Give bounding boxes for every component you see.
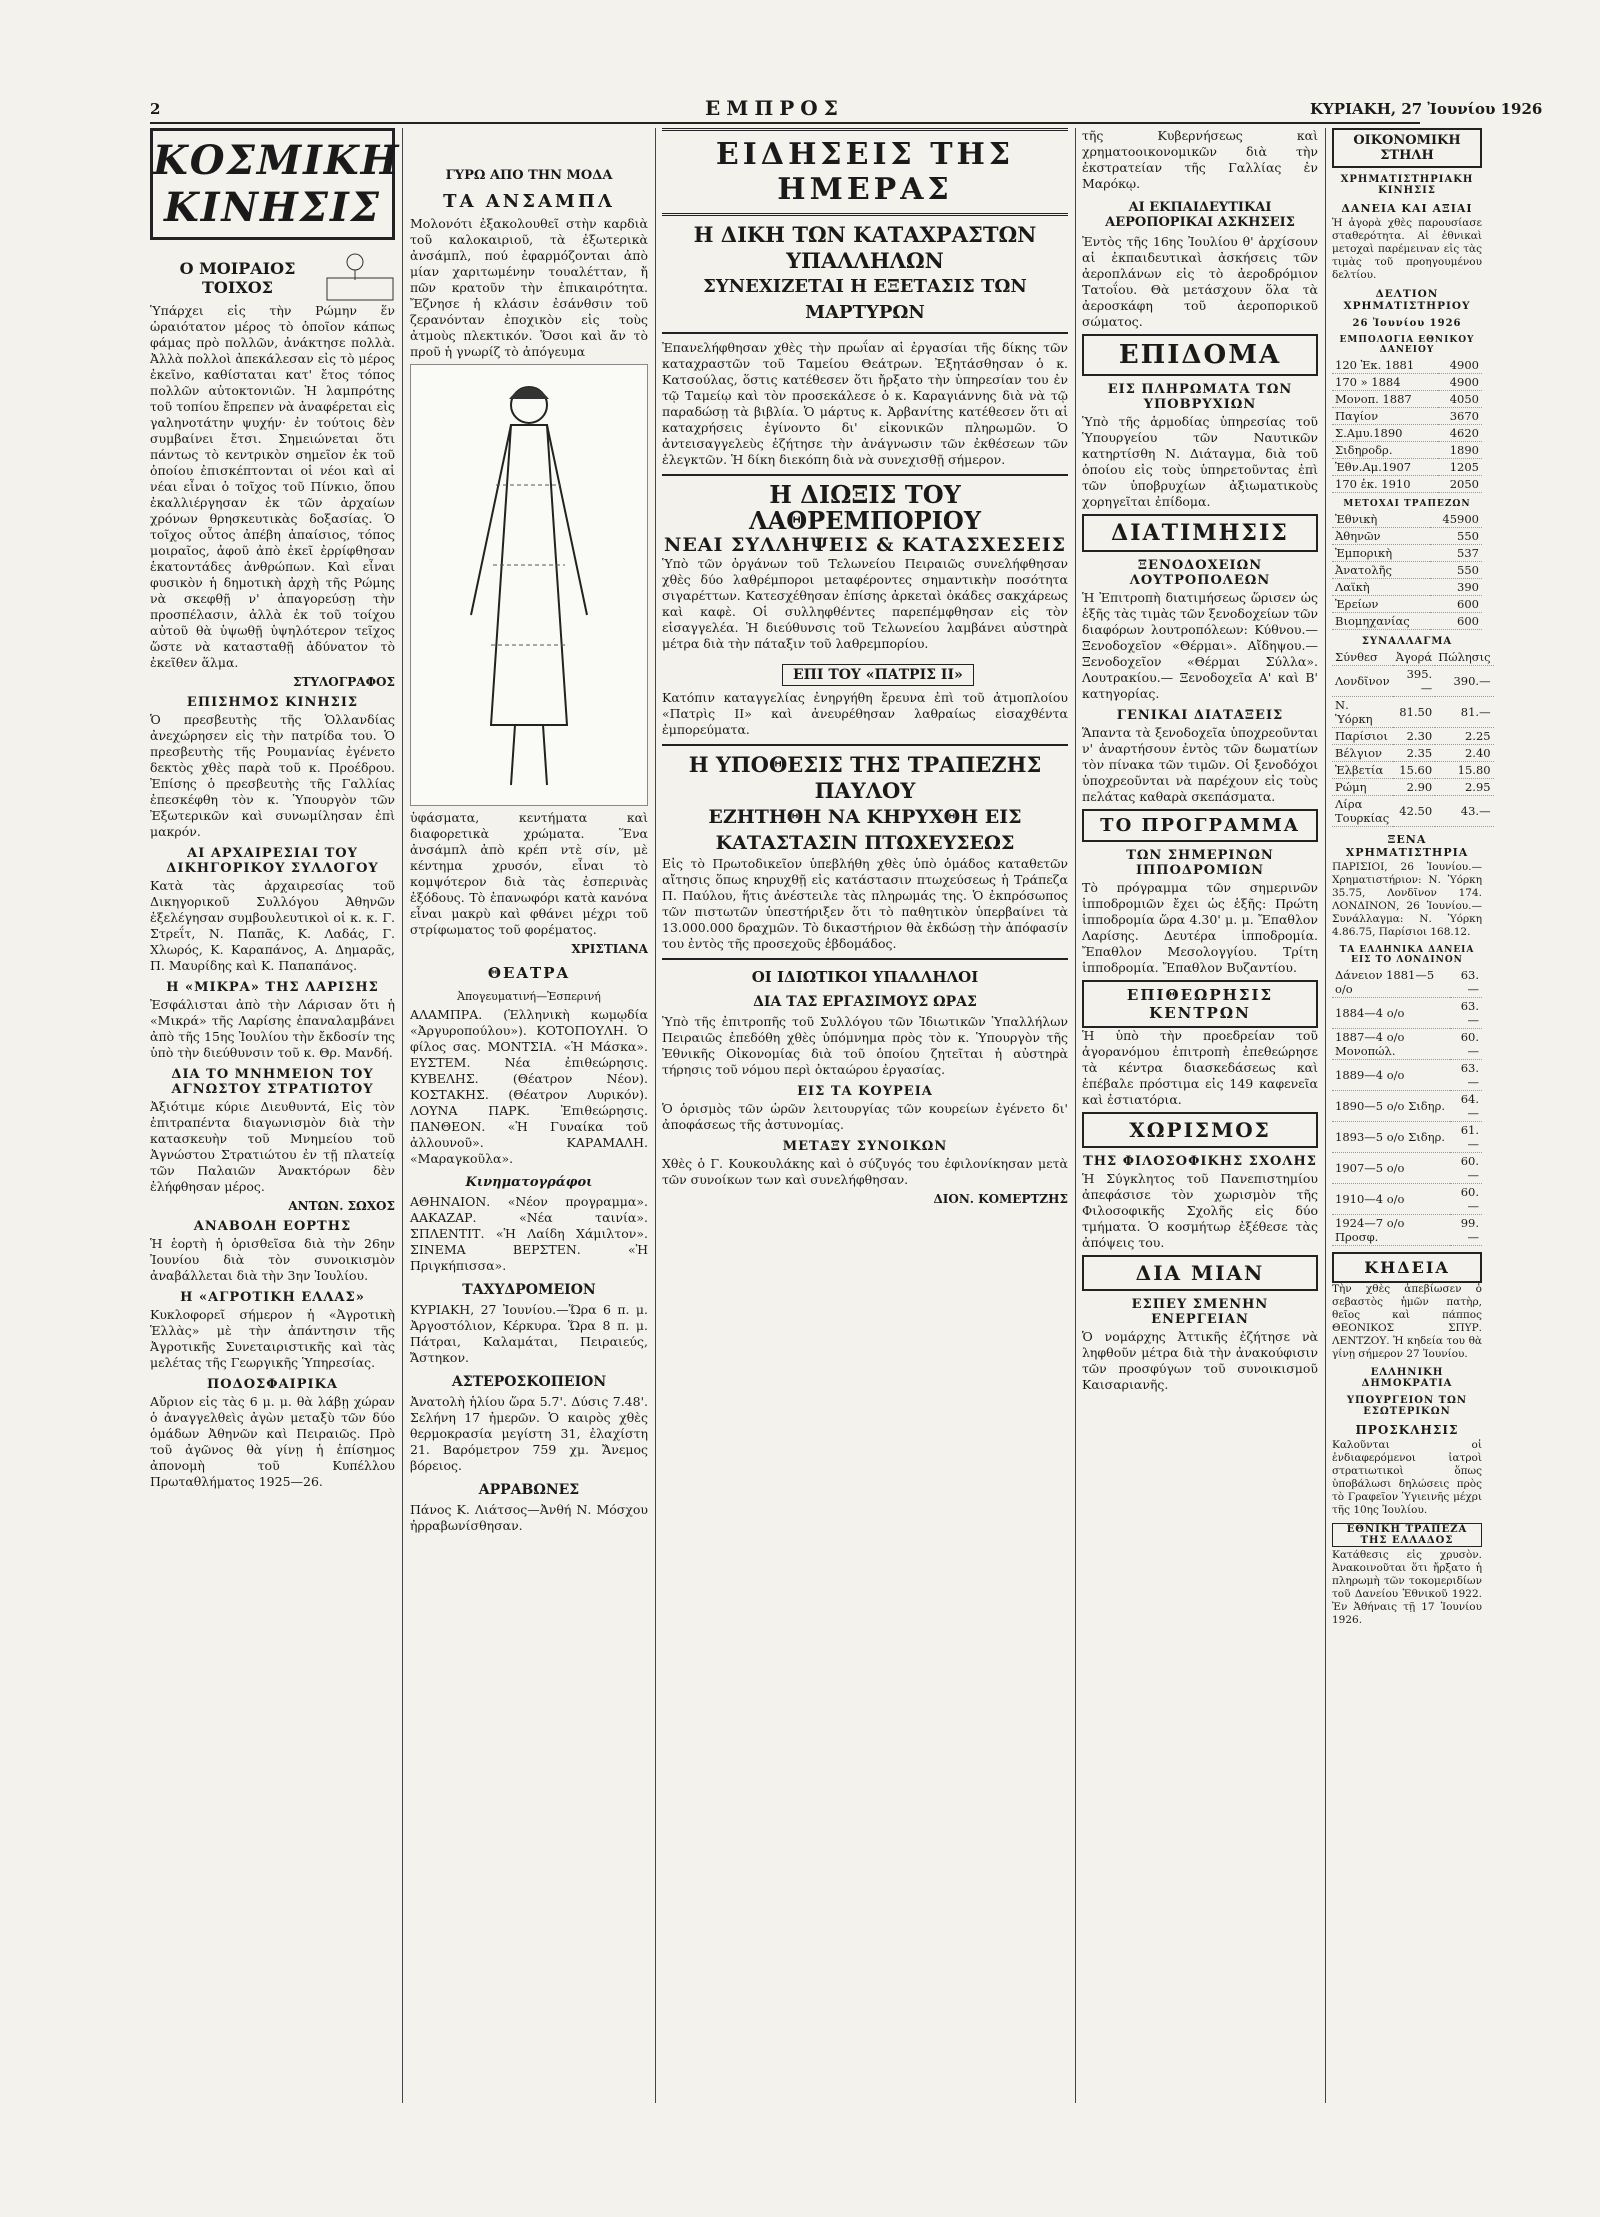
headline: ΟΙ ΙΔΙΩΤΙΚΟΙ ΥΠΑΛΛΗΛΟΙ — [751, 968, 979, 986]
rule — [662, 474, 1068, 476]
table-row — [1332, 613, 1482, 630]
table-cell: 60.— — [1450, 1153, 1482, 1184]
section-body: Ἡ ἀγορὰ χθὲς παρουσίασε σταθερότητα. Αἱ ἐθνικαὶ μετοχαὶ παρέμειναν εἰς τὰς τιμὰς τοῦ προηγουμένου δελτίου. — [1332, 217, 1482, 281]
table-cell: 550 — [1430, 562, 1482, 579]
section-body: Κατάθεσις εἰς χρυσὸν. Ἀνακοινοῦται ὅτι ἤρξατο ἡ πληρωμὴ τῶν τοκομεριδίων τοῦ Δανείου Ἐθνικοῦ 1922. Ἐν Ἀθήναις τῇ 17 Ἰουνίου 1926. — [1332, 1549, 1482, 1626]
section-body: Ἅπαντα τὰ ξενοδοχεῖα ὑποχρεοῦνται ν' ἀναρτήσουν ἐντὸς τῶν δωματίων τὸν πίνακα τῶν τιμῶν. Οἱ ξενοδόχοι ὑποχρεοῦνται νὰ παρέχουν εἰς τοὺς πελάτας καθαρὰ σκεπάσματα. — [1082, 725, 1318, 804]
table-cell: 1924—7 ο/ο Προσφ. — [1332, 1215, 1450, 1246]
column-1 — [150, 128, 401, 1494]
article-title: Ο ΜΟΙΡΑΙΟΣ ΤΟΙΧΟΣ — [179, 258, 296, 297]
section-heading: ΧΡΗΜΑΤΙΣΤΗΡΙΑΚΗ ΚΙΝΗΣΙΣ — [1340, 174, 1474, 196]
fashion-subtitle: ΤΑ ΑΝΣΑΜΠΛ — [443, 191, 615, 212]
section-title-kosmiki: ΚΟΣΜΙΚΗ ΚΙΝΗΣΙΣ — [150, 128, 395, 240]
headline-sub: ΔΙΑ ΤΑΣ ΕΡΓΑΣΙΜΟΥΣ ΩΡΑΣ — [753, 994, 977, 1010]
table-cell: 170 » 1884 — [1332, 374, 1438, 391]
section-body: Ἡ Ἐπιτροπὴ διατιμήσεως ὥρισεν ὡς ἑξῆς τὰς τιμὰς τῶν ξενοδοχείων τῶν διαφόρων λουτροπόλεων: Κύθνου.— Ξενοδοχεῖον «Θέρμαι». Αἴδηψου.— Ξενοδοχεῖον «Θέρμαι Σύλλα». Λουτρακίου.— Ξενοδοχεῖα Α' καὶ Β' κατηγορίας. — [1082, 590, 1318, 701]
section-heading: Η «ΜΙΚΡΑ» ΤΗΣ ΛΑΡΙΣΗΣ — [166, 980, 379, 995]
section-heading: ΔΕΛΤΙΟΝ ΧΡΗΜΑΤΙΣΤΗΡΙΟΥ — [1343, 288, 1471, 312]
post-body: ΚΥΡΙΑΚΗ, 27 Ἰουνίου.—Ὥρα 6 π. μ. Ἀργοστόλιον, Κέρκυρα. Ὥρα 8 π. μ. Πάτραι, Καλαμάται, Πειραιεύς, Ἄστηκον. — [410, 1302, 648, 1365]
section-heading: ΑΙ ΕΚΠΑΙΔΕΥΤΙΚΑΙ ΑΕΡΟΠΟΡΙΚΑΙ ΑΣΚΗΣΕΙΣ — [1105, 200, 1295, 230]
box-subheading: ΤΗΣ ΦΙΛΟΣΟΦΙΚΗΣ ΣΧΟΛΗΣ — [1083, 1154, 1317, 1169]
newspaper-name: ΕΜΠΡΟΣ — [705, 96, 844, 120]
table-cell: 15.80 — [1435, 762, 1493, 779]
table-row — [1332, 1122, 1482, 1153]
section-body: Ὑπὸ τῆς ἁρμοδίας ὑπηρεσίας τοῦ Ὑπουργείου τῶν Ναυτικῶν κατηρτίσθη Ν. Διάταγμα, διὰ τοῦ ὁποίου εἰς τοὺς ὑπηρετοῦντας ἐπὶ τῶν ὑποβρυχίων ἀξιωματικοὺς χορηγεῖται ἐπίδομα. — [1082, 414, 1318, 509]
column-divider — [655, 128, 656, 2103]
table-row — [1332, 967, 1482, 998]
section-body: Ἡ Σύγκλητος τοῦ Πανεπιστημίου ἀπεφάσισε τὸν χωρισμὸν τῆς Φιλοσοφικῆς Σχολῆς εἰς δύο τμήματα. Ὁ κοσμήτωρ ἐξέθεσε τὰς ἀπόψεις του. — [1082, 1171, 1318, 1250]
loans-table — [1332, 357, 1482, 493]
table-row — [1332, 442, 1482, 459]
table-cell: 2.30 — [1393, 728, 1436, 745]
section-body: Ἀξιότιμε κύριε Διευθυντά, Εἰς τὸν ἐπιτραπέντα διαγωνισμὸν διὰ τὴν κατασκευὴν τοῦ Μνημείου τοῦ Ἀγνώστου Στρατιώτου ἐν τῇ πλατείᾳ τῶν Παλαιῶν Ἀνακτόρων δὲν ἐλήφθησαν μέρος. — [150, 1099, 395, 1194]
column-header: Ἀγορά — [1393, 649, 1436, 666]
table-cell: 395.— — [1393, 666, 1436, 697]
column-divider — [1075, 128, 1076, 2103]
table-cell: Βέλγιον — [1332, 745, 1393, 762]
finance-column-title: ΟΙΚΟΝΟΜΙΚΗ ΣΤΗΛΗ — [1332, 128, 1482, 168]
table-row — [1332, 374, 1482, 391]
table-cell: 4900 — [1438, 357, 1482, 374]
section-heading: ΞΕΝΑ ΧΡΗΜΑΤΙΣΤΗΡΙΑ — [1345, 833, 1469, 859]
table-cell: 2050 — [1438, 476, 1482, 493]
table-cell: Ἑλβετία — [1332, 762, 1393, 779]
table-cell: 99.— — [1450, 1215, 1482, 1246]
table-row — [1332, 1184, 1482, 1215]
table-row — [1332, 796, 1494, 827]
table-cell: 1893—5 ο/ο Σιδηρ. — [1332, 1122, 1450, 1153]
column-4 — [1082, 128, 1318, 1397]
box-subheading: ΞΕΝΟΔΟΧΕΙΩΝ ΛΟΥΤΡΟΠΟΛΕΩΝ — [1129, 558, 1271, 588]
sub-heading: ΕΙΣ ΤΑ ΚΟΥΡΕΙΑ — [797, 1084, 933, 1099]
cinema-heading: Κινηματογράφοι — [465, 1175, 593, 1190]
table-cell: Ἐμπορικὴ — [1332, 545, 1430, 562]
table-row — [1332, 1029, 1482, 1060]
table-row — [1332, 1153, 1482, 1184]
section-body: Ὁ πρεσβευτὴς τῆς Ὁλλανδίας ἀνεχώρησεν εἰς τὴν πατρίδα του. Ὁ πρεσβευτὴς τῆς Ρουμανίας ἐγένετο δεκτὸς χθὲς παρὰ τοῦ κ. Προέδρου. Ἐπίσης ὁ πρεσβευτὴς τῆς Γαλλίας ἐπεσκέφθη τὸν κ. Ὑπουργὸν τῶν Ἐξωτερικῶν καὶ συνωμίλησαν ἐπὶ μακρόν. — [150, 712, 395, 839]
article-body: Χθὲς ὁ Γ. Κουκουλάκης καὶ ὁ σύζυγός του ἐφιλονίκησαν μετὰ τῶν συνοίκων των καὶ συνελήφθησαν. — [662, 1156, 1068, 1187]
table-cell: 81.— — [1435, 697, 1493, 728]
section-body: Κατὰ τὰς ἀρχαιρεσίας τοῦ Δικηγορικοῦ Συλλόγου Ἀθηνῶν ἐξελέγησαν συμβουλευτικοὶ οἱ κ. κ. Γ. Στρεΐτ, Ν. Παπᾶς, Κ. Λαδάς, Γ. Χλωρός, Κ. Καραπάνος, Α. Δημαρᾶς, Π. Μαυρίδης καὶ Κ. Παπαπάνος. — [150, 878, 395, 973]
engagements-body: Πάνος Κ. Λιάτσος—Ἀνθή Ν. Μόσχου ἠρραβωνίσθησαν. — [410, 1502, 648, 1533]
theatre-body: ΑΛΑΜΠΡΑ. (Ἑλληνικὴ κωμῳδία «Ἀργυροπούλου»). ΚΟΤΟΠΟΥΛΗ. Ὁ φίλος σας. ΜΟΝΤΣΙΑ. «Ἡ Μάσκα». ΕΥΣΤΕΜ. Νέα ἐπιθεώρησις. ΚΥΒΕΛΗΣ. (Θέατρον Νέον). ΚΟΣΤΑΚΗΣ. (Θέατρον Λυρικόν). ΛΟΥΝΑ ΠΑΡΚ. Ἐπιθεώρησις. ΠΑΝΘΕΟΝ. «Ἡ Γυναίκα τοῦ ἀλλουνοῦ». ΚΑΡΑΜΑΛΗ. «Μαραγκοῦλα». — [410, 1007, 648, 1166]
table-cell: 4900 — [1438, 374, 1482, 391]
section-body: Κυκλοφορεῖ σήμερον ἡ «Ἀγροτικὴ Ἑλλὰς» μὲ τὴν ἀπάντησιν τῆς Ἀγροτικῆς Συνεταιριστικῆς καὶ τὰς μελέτας τῆς Γεωργικῆς Ὑπηρεσίας. — [150, 1307, 395, 1370]
fashion-body: ὑφάσματα, κεντήματα καὶ διαφορετικὰ χρώματα. Ἕνα ἀνσάμπλ ἀπὸ κρέπ ντὲ σίν, μὲ κέντημα χρυσόν, εἶναι τὸ κομψότερον διὰ τὰς ἐσπερινὰς ἐξόδους. Τὸ ἐπανωφόρι κατὰ κανόνα εἶναι μακρὺ καὶ φθάνει μέχρι τοῦ στρίφωματος τοῦ φορέματος. — [410, 810, 648, 937]
table-heading: ΜΕΤΟΧΑΙ ΤΡΑΠΕΖΩΝ — [1343, 499, 1471, 509]
table-cell: 42.50 — [1393, 796, 1436, 827]
box-heading: ΕΠΙΘΕΩΡΗΣΙΣ ΚΕΝΤΡΩΝ — [1082, 980, 1318, 1028]
page-number: 2 — [150, 100, 161, 118]
headline-sub: ΝΕΑΙ ΣΥΛΛΗΨΕΙΣ & ΚΑΤΑΣΧΕΣΕΙΣ — [663, 534, 1067, 556]
table-row — [1332, 511, 1482, 528]
table-row — [1332, 779, 1494, 796]
table-cell: Βιομηχανίας — [1332, 613, 1430, 630]
theatre-heading: ΘΕΑΤΡΑ — [487, 964, 571, 982]
table-header-row — [1332, 649, 1494, 666]
column-divider — [402, 128, 403, 2103]
funeral-body: Τὴν χθὲς ἀπεβίωσεν ὁ σεβαστὸς ἡμῶν πατὴρ, θεῖος καὶ πάππος ΘΕΟΝΙΚΟΣ ΣΠΥΡ. ΛΕΝΤΖΟΥ. Ἡ κηδεία του θὰ γίνῃ σήμερον 27 Ἰουνίου. — [1332, 1283, 1482, 1360]
table-cell: 2.90 — [1393, 779, 1436, 796]
table-row — [1332, 579, 1482, 596]
table-cell: 2.35 — [1393, 745, 1436, 762]
table-cell: 3670 — [1438, 408, 1482, 425]
post-heading: ΤΑΧΥΔΡΟΜΕΙΟΝ — [462, 1282, 596, 1298]
table-heading: ΕΜΠΟΛΟΓΙΑ ΕΘΝΙΚΟΥ ΔΑΝΕΙΟΥ — [1339, 335, 1475, 355]
table-cell: Ἀθηνῶν — [1332, 528, 1430, 545]
observatory-body: Ἀνατολὴ ἡλίου ὥρα 5.7'. Δύσις 7.48'. Σελήνη 17 ἡμερῶν. Ὁ καιρὸς χθὲς θερμοκρασία μεγίστη 31, ἐλαχίστη 21. Βαρόμετρον 759 χμ. Ἄνεμος βόρειος. — [410, 1394, 648, 1473]
table-cell: 1890—5 ο/ο Σιδηρ. — [1332, 1091, 1450, 1122]
column-3 — [662, 128, 1068, 1212]
box-subheading: ΤΩΝ ΣΗΜΕΡΙΝΩΝ ΙΠΠΟΔΡΟΜΙΩΝ — [1126, 848, 1274, 878]
section-heading: ΔΑΝΕΙΑ ΚΑΙ ΑΞΙΑΙ — [1341, 202, 1473, 215]
table-row — [1332, 1091, 1482, 1122]
table-row — [1332, 459, 1482, 476]
table-cell: 4620 — [1438, 425, 1482, 442]
box-heading: ΔΙΑ ΜΙΑΝ — [1082, 1255, 1318, 1291]
greek-loans-table — [1332, 967, 1482, 1246]
table-cell: 45900 — [1430, 511, 1482, 528]
table-cell: 63.— — [1450, 998, 1482, 1029]
table-cell: Ν. Ὑόρκη — [1332, 697, 1393, 728]
section-heading: ΕΛΛΗΝΙΚΗ ΔΗΜΟΚΡΑΤΙΑ — [1361, 1367, 1453, 1389]
article-body: Κατόπιν καταγγελίας ἐνηργήθη ἔρευνα ἐπὶ τοῦ ἀτμοπλοίου «Πατρὶς ΙΙ» καὶ ἀνευρέθησαν λαθραίως εἰσαχθέντα ἐμπορεύματα. — [662, 690, 1068, 737]
column-header: Πώλησις — [1435, 649, 1493, 666]
box-subheading: ΕΙΣ ΠΛΗΡΩΜΑΤΑ ΤΩΝ ΥΠΟΒΡΥΧΙΩΝ — [1107, 382, 1293, 412]
observatory-heading: ΑΣΤΕΡΟΣΚΟΠΕΙΟΝ — [451, 1374, 607, 1390]
article-body: Ὑπάρχει εἰς τὴν Ρώμην ἕν ὡραιότατον μέρος τὸ ὁποῖον κάπως φάμας πρὸ πολλῶν, ἀνάκτησε πολλὰ. Ἀλλὰ πολλοὶ ἀπεκάλεσαν εἰς τὸ μέρος ἐκεῖνο, καθίσταται κατ' ἔτος τόπος πολλῶν αὐτοκτονιῶν. Ἡ λαμπρότης τοῦ τοπίου ἔπρεπεν νὰ ἀναφέρεται εἰς γαληνοτάτην ψυχήν· ἐν τούτοις δὲν συμβαίνει ἔτσι. Σημειώνεται ὅτι πάντως τὸ κεντρικὸν σημεῖον ἐκ τοῦ ὁποίου ἐπισκέπτονται οἱ νέοι καὶ αἱ νέαι εἶναι ὁ τοῖχος τοῦ Πίνκιο, ὅπου ἐκαλλιέργησαν ἐκ τῶν ἀρχαίων χρόνων θρησκευτικὰς δοξασίας. Ὁ τοῖχος οὗτος ἀπέβη ἀπαίσιος, τόπος μοιραῖος, ἀφοῦ ἀπὸ ἐκεῖ ἐρρίφθησαν ἑκατοντάδες ἀνθρώπων. Καὶ εἶναι φυσικὸν ἡ δημοτικὴ ἀρχὴ τῆς Ρώμης νὰ σκεφθῇ ν' ἀπαγορεύσῃ τὴν προσπέλασιν, ἀλλὰ ἐκ τοῦ τοίχου αὐτοῦ θὰ ὑψωθῇ ὑψηλότερον τεῖχος ὥστε νὰ κατασταθῇ ἀδύνατον τὸ ἐκεῖθεν ἅλμα. — [150, 303, 395, 670]
table-cell: 81.50 — [1393, 697, 1436, 728]
exchange-table — [1332, 649, 1494, 827]
section-heading: ΤΑ ΕΛΛΗΝΙΚΑ ΔΑΝΕΙΑ ΕΙΣ ΤΟ ΛΟΝΔΙΝΟΝ — [1339, 945, 1475, 965]
table-cell: 600 — [1430, 613, 1482, 630]
box-heading: ΧΩΡΙΣΜΟΣ — [1082, 1112, 1318, 1148]
byline: ΑΝΤΩΝ. ΣΩΧΟΣ — [288, 1199, 395, 1213]
table-cell: Ἀνατολῆς — [1332, 562, 1430, 579]
fashion-body: Μολονότι ἐξακολουθεῖ στὴν καρδιὰ τοῦ καλοκαιριοῦ, τὰ ἐξωτερικὰ ἀνσάμπλ, πού ἐφαρμόζονται ἀπὸ μίαν χαριτωμένην τουαλέτταν, ἤ πῶν κρατοῦν τὴν ἐπικαιρότητα. Ἔζνησε ἡ κλάσιν ἐσάνθσιν τοῦ ζερανόνταν ἐποχικὸν εἰς τοὺς ἀτμοὺς πλεκτικόν. Ὅσοι καὶ ἄν τὸ προῦ ἡ γνωρίζ τὸ ἀπόγευμα — [410, 216, 648, 359]
wall-illustration-icon — [325, 248, 395, 303]
table-cell: Λίρα Τουρκίας — [1332, 796, 1393, 827]
headline-sub: ΣΥΝΕΧΙΖΕΤΑΙ Η ΕΞΕΤΑΣΙΣ ΤΩΝ ΜΑΡΤΥΡΩΝ — [703, 276, 1027, 323]
headline: Η ΔΙΩΞΙΣ ΤΟΥ ΛΑΘΡΕΜΠΟΡΙΟΥ — [749, 480, 981, 535]
table-cell: 1890 — [1438, 442, 1482, 459]
table-cell: 1907—5 ο/ο — [1332, 1153, 1450, 1184]
table-row — [1332, 545, 1482, 562]
section-heading: ΑΝΑΒΟΛΗ ΕΟΡΤΗΣ — [193, 1219, 352, 1234]
table-cell: 600 — [1430, 596, 1482, 613]
table-cell: 43.— — [1435, 796, 1493, 827]
article-body: τῆς Κυβερνήσεως καὶ χρηματοοικονομικῶν διὰ τὴν ἐκστρατείαν τῆς Γαλλίας ἐν Μαρόκῳ. — [1082, 128, 1318, 191]
table-row — [1332, 562, 1482, 579]
sub-heading: ΕΠΙ ΤΟΥ «ΠΑΤΡΙΣ ΙΙ» — [782, 664, 974, 686]
table-row — [1332, 357, 1482, 374]
section-heading: ΠΟΔΟΣΦΑΙΡΙΚΑ — [207, 1377, 338, 1392]
table-cell: Ρώμη — [1332, 779, 1393, 796]
box-subheading: ΕΣΠΕΥ ΣΜΕΝΗΝ ΕΝΕΡΓΕΙΑΝ — [1131, 1297, 1269, 1327]
table-cell: Ἐθνικὴ — [1332, 511, 1430, 528]
table-row — [1332, 408, 1482, 425]
section-body: Ἡ ὑπὸ τὴν προεδρείαν τοῦ ἀγορανόμου ἐπιτροπὴ ἐπεθεώρησε τὰ κέντρα διασκεδάσεως καὶ ἐπέβαλε πρόστιμα εἰς 149 καφενεῖα καὶ ἐστιατόρια. — [1082, 1028, 1318, 1107]
table-cell: 1884—4 ο/ο — [1332, 998, 1450, 1029]
headline: Η ΔΙΚΗ ΤΩΝ ΚΑΤΑΧΡΑΣΤΩΝ ΥΠΑΛΛΗΛΩΝ — [693, 222, 1037, 273]
table-cell: 4050 — [1438, 391, 1482, 408]
byline: ΔΙΟΝ. ΚΟΜΕΡΤΖΗΣ — [933, 1192, 1068, 1206]
section-body: Καλοῦνται οἱ ἐνδιαφερόμενοι ἰατροὶ στρατιωτικοὶ ὅπως ὑποβάλωσι δηλώσεις πρὸς τὸ Γραφεῖον Ὑγιεινῆς μέχρι τῆς 10ης Ἰουλίου. — [1332, 1439, 1482, 1516]
section-body: Ἐντὸς τῆς 16ης Ἰουλίου θ' ἀρχίσουν αἱ ἐκπαιδευτικαὶ ἀσκήσεις τῶν ἀεροπλάνων εἰς τὸ ἀεροδρόμιον Τατοΐου. Θὰ μετάσχουν ὅλα τὰ ἀεροσκάφη τοῦ ἀεροπορικοῦ σώματος. — [1082, 234, 1318, 329]
section-heading: ΓΕΝΙΚΑΙ ΔΙΑΤΑΞΕΙΣ — [1116, 708, 1284, 723]
table-row — [1332, 998, 1482, 1029]
table-cell: 537 — [1430, 545, 1482, 562]
box-heading: ΔΙΑΤΙΜΗΣΙΣ — [1082, 514, 1318, 552]
table-cell: 60.— — [1450, 1184, 1482, 1215]
table-row — [1332, 528, 1482, 545]
news-banner: ΕΙΔΗΣΕΙΣ ΤΗΣ ΗΜΕΡΑΣ — [662, 128, 1068, 216]
rule — [662, 958, 1068, 960]
top-rule — [150, 122, 1420, 124]
section-heading: ΕΠΙΣΗΜΟΣ ΚΙΝΗΣΙΣ — [186, 695, 359, 710]
section-heading: ΕΘΝΙΚΗ ΤΡΑΠΕΖΑ ΤΗΣ ΕΛΛΑΔΟΣ — [1332, 1523, 1482, 1547]
fashion-illustration-icon — [410, 364, 648, 806]
table-cell: Μονοπ. 1887 — [1332, 391, 1438, 408]
byline: ΣΤΥΛΟΓΡΑΦΟΣ — [293, 675, 395, 689]
section-heading: ΠΡΟΣΚΛΗΣΙΣ — [1355, 1423, 1459, 1437]
box-heading: ΕΠΙΔΟΜΑ — [1082, 334, 1318, 376]
column-2 — [410, 128, 648, 1538]
engagements-heading: ΑΡΡΑΒΩΝΕΣ — [478, 1482, 580, 1498]
table-row — [1332, 391, 1482, 408]
article-body: Ὁ ὁρισμὸς τῶν ὡρῶν λειτουργίας τῶν κουρείων ἐγένετο δι' ἀποφάσεως τῆς ἀστυνομίας. — [662, 1101, 1068, 1132]
funeral-heading: ΚΗΔΕΙΑ — [1332, 1252, 1482, 1283]
table-cell: 2.40 — [1435, 745, 1493, 762]
table-cell: 15.60 — [1393, 762, 1436, 779]
table-cell: 1205 — [1438, 459, 1482, 476]
table-row — [1332, 596, 1482, 613]
bulletin-date: 26 Ἰουνίου 1926 — [1352, 318, 1462, 329]
table-cell: 63.— — [1450, 967, 1482, 998]
rule — [662, 744, 1068, 746]
fashion-title: ΓΥΡΩ ΑΠΟ ΤΗΝ ΜΟΔΑ — [445, 168, 613, 183]
section-body: Αὔριον εἰς τὰς 6 μ. μ. θὰ λάβῃ χώραν ὁ ἀναγγελθεὶς ἀγὼν μεταξὺ τῶν δύο ὁμάδων Ἀθηνῶν καὶ Πειραιῶς. Πρὸ τοῦ ἀγῶνος θὰ γίνῃ ἡ ἐπίσημος ἀπονομὴ τοῦ Κυπέλλου Πρωταθλήματος 1925—26. — [150, 1394, 395, 1489]
byline: ΧΡΙΣΤΙΑΝΑ — [571, 942, 648, 956]
table-cell: Παρίσιοι — [1332, 728, 1393, 745]
table-cell: 1910—4 ο/ο — [1332, 1184, 1450, 1215]
table-cell: 170 ἐκ. 1910 — [1332, 476, 1438, 493]
section-heading: ΥΠΟΥΡΓΕΙΟΝ ΤΩΝ ΕΣΩΤΕΡΙΚΩΝ — [1346, 1395, 1468, 1417]
section-body: Ὁ νομάρχης Ἀττικῆς ἐζήτησε νὰ ληφθοῦν μέτρα διὰ τὴν ἀνακούφισιν τῶν προσφύγων τοῦ συνοικισμοῦ Καισαριανῆς. — [1082, 1329, 1318, 1392]
article-body: Ἐπανελήφθησαν χθὲς τὴν πρωΐαν αἱ ἐργασίαι τῆς δίκης τῶν καταχραστῶν τοῦ Ταμείου Θεάτρων. Ἐξητάσθησαν ὁ κ. Κατσούλας, ὅστις κατέθεσεν ὅτι ἤρξατο τὴν ὑπηρεσίαν του ἐν τῷ Ταμείῳ καὶ τὸν προσεκάλεσε ὁ κ. Καραγιάννης διὰ νὰ τῷ παραδώσῃ τὰ βιβλία. Ὁ μάρτυς κ. Ἀρβανίτης κατέθεσεν ὅτι αἱ καταχρήσεις ἐγίνοντο δι' εἰκονικῶν πληρωμῶν. Ὁ ἀντεισαγγελεὺς ἐζήτησε τὴν ἀνάγνωσιν τῶν ἐκθέσεων τῶν ἐλεγκτῶν. Ἡ δίκη διεκόπη διὰ νὰ συνεχισθῇ σήμερον. — [662, 340, 1068, 467]
banks-table — [1332, 511, 1482, 630]
table-cell: Ἐθν.Αμ.1907 — [1332, 459, 1438, 476]
table-cell: Ἐρείων — [1332, 596, 1430, 613]
table-cell: Σιδηροδρ. — [1332, 442, 1438, 459]
table-cell: 1887—4 ο/ο Μονοπώλ. — [1332, 1029, 1450, 1060]
table-cell: Λονδῖνον — [1332, 666, 1393, 697]
section-heading: ΔΙΑ ΤΟ ΜΝΗΜΕΙΟΝ ΤΟΥ ΑΓΝΩΣΤΟΥ ΣΤΡΑΤΙΩΤΟΥ — [171, 1067, 374, 1097]
article-body: Ὑπὸ τῶν ὀργάνων τοῦ Τελωνείου Πειραιῶς συνελήφθησαν χθὲς δύο λαθρέμποροι μεταφέροντες σημαντικὴν ποσότητα σιγαρέττων. Κατεσχέθησαν ἐπίσης ἀρκεταὶ ὀκάδες σακχάρεως καὶ καφὲ. Οἱ συλληφθέντες παρεπέμφθησαν εἰς τὸν εἰσαγγελέα. Ἡ διεύθυνσις τοῦ Τελωνείου λαμβάνει αὐστηρὰ μέτρα διὰ τὴν πάταξιν τοῦ λαθρεμπορίου. — [662, 556, 1068, 651]
table-cell: Παγίον — [1332, 408, 1438, 425]
table-cell: 1889—4 ο/ο — [1332, 1060, 1450, 1091]
table-cell: 390.— — [1435, 666, 1493, 697]
section-heading: ΑΙ ΑΡΧΑΙΡΕΣΙΑΙ ΤΟΥ ΔΙΚΗΓΟΡΙΚΟΥ ΣΥΛΛΟΓΟΥ — [166, 846, 379, 876]
section-heading: Η «ΑΓΡΟΤΙΚΗ ΕΛΛΑΣ» — [180, 1290, 365, 1305]
column-header: Σύνθεσ — [1332, 649, 1393, 666]
column-divider — [1325, 128, 1326, 2103]
section-body: Ἐσφάλισται ἀπὸ τὴν Λάρισαν ὅτι ἡ «Μικρά» τῆς Λαρίσης ἐπαναλαμβάνει ἀπὸ τῆς 15ης Ἰουλίου τὴν ἔκδοσίν της ὑπὸ τὴν διεύθυνσιν τοῦ κ. Θρ. Μανδή. — [150, 997, 395, 1060]
table-row — [1332, 762, 1494, 779]
issue-date: ΚΥΡΙΑΚΗ, 27 Ἰουνίου 1926 — [1310, 100, 1543, 118]
table-cell: Δάνειον 1881—5 ο/ο — [1332, 967, 1450, 998]
section-body: ΠΑΡΙΣΙΟΙ, 26 Ἰουνίου.— Χρηματιστήριον: Ν. Ὑόρκη 35.75, Λονδῖνον 174. ΛΟΝΔΙΝΟΝ, 26 Ἰουνίου.— Συνάλλαγμα: Ν. Ὑόρκη 4.86.75, Παρίσιοι 168.12. — [1332, 861, 1482, 938]
rule — [662, 332, 1068, 334]
table-cell: 390 — [1430, 579, 1482, 596]
table-cell: 61.— — [1450, 1122, 1482, 1153]
table-row — [1332, 476, 1482, 493]
column-5 — [1332, 128, 1491, 1631]
table-row — [1332, 1060, 1482, 1091]
table-row — [1332, 425, 1482, 442]
table-row — [1332, 728, 1494, 745]
section-body: Ἡ ἑορτὴ ἡ ὁρισθεῖσα διὰ τὴν 26ην Ἰουνίου διὰ τὸν συνοικισμὸν ἀναβάλλεται διὰ τὴν 3ην Ἰουλίου. — [150, 1236, 395, 1283]
table-cell: 60.— — [1450, 1029, 1482, 1060]
table-row — [1332, 697, 1494, 728]
table-heading: ΣΥΝΑΛΛΑΓΜΑ — [1361, 636, 1453, 647]
table-row — [1332, 745, 1494, 762]
section-body: Τὸ πρόγραμμα τῶν σημερινῶν ἱπποδρομιῶν ἔχει ὡς ἑξῆς: Πρώτη ἱπποδρομία ὥρα 4.30' μ. μ. Ἔπαθλον Λαρίσης. Δευτέρα ἱπποδρομία. Ἔπαθλον Μεσολογγίου. Τρίτη ἱπποδρομία. Ἔπαθλον Βυζαντίου. — [1082, 880, 1318, 975]
table-cell: 64.— — [1450, 1091, 1482, 1122]
table-cell: 2.95 — [1435, 779, 1493, 796]
table-row — [1332, 666, 1494, 697]
sub-heading: ΜΕΤΑΞΥ ΣΥΝΟΙΚΩΝ — [782, 1139, 948, 1154]
article-body: Εἰς τὸ Πρωτοδικεῖον ὑπεβλήθη χθὲς ὑπὸ ὁμάδος καταθετῶν αἴτησις ὅπως κηρυχθῇ εἰς κατάστασιν πτωχεύσεως ἡ Τράπεζα Π. Παύλου, ἥτις ἀνέστειλε τὰς πληρωμάς της. Ὁ ἐκπρόσωπος τῶν πιστωτῶν ὑπεστήριξεν ὅτι τὸ παθητικὸν ὑπερβαίνει τὰ 13.000.000 δραχμῶν. Τὸ δικαστήριον θὰ ἐκδώσῃ τὴν ἀπόφασίν του ἐντὸς τῆς προσεχοῦς ἑβδομάδος. — [662, 856, 1068, 951]
theatre-subheading: Ἀπογευματινή—Ἑσπερινή — [457, 990, 601, 1003]
table-cell: 120 Ἐκ. 1881 — [1332, 357, 1438, 374]
table-cell: 63.— — [1450, 1060, 1482, 1091]
box-heading: ΤΟ ΠΡΟΓΡΑΜΜΑ — [1082, 809, 1318, 842]
headline-sub: ΕΖΗΤΗΘΗ ΝΑ ΚΗΡΥΧΘΗ ΕΙΣ ΚΑΤΑΣΤΑΣΙΝ ΠΤΩΧΕΥΣΕΩΣ — [708, 806, 1022, 854]
cinema-body: ΑΘΗΝΑΙΟΝ. «Νέον προγραμμα». ΑΑΚΑΖΑΡ. «Νέα ταινία». ΣΠΛΕΝΤΙΤ. «Ἡ Λαίδη Χάμιλτον». ΣΙΝΕΜΑ ΒΕΡΣΤΕΝ. «Ἡ Πριγκήπισσα». — [410, 1194, 648, 1273]
table-cell: Σ.Αμυ.1890 — [1332, 425, 1438, 442]
headline: Η ΥΠΟΘΕΣΙΣ ΤΗΣ ΤΡΑΠΕΖΗΣ ΠΑΥΛΟΥ — [688, 752, 1042, 803]
article-body: Ὑπὸ τῆς ἐπιτροπῆς τοῦ Συλλόγου τῶν Ἰδιωτικῶν Ὑπαλλήλων Πειραιῶς ἐπεδόθη χθὲς ὑπόμνημα πρὸς τὸν κ. Ὑπουργὸν τῆς Ἐθνικῆς Οἰκονομίας διὰ τοῦ ὁποίου ζητεῖται ἡ αὐστηρὰ τήρησις τοῦ νόμου περὶ ὀκταώρου ἐργασίας. — [662, 1014, 1068, 1077]
table-row — [1332, 1215, 1482, 1246]
table-cell: Λαϊκὴ — [1332, 579, 1430, 596]
table-cell: 550 — [1430, 528, 1482, 545]
table-cell: 2.25 — [1435, 728, 1493, 745]
